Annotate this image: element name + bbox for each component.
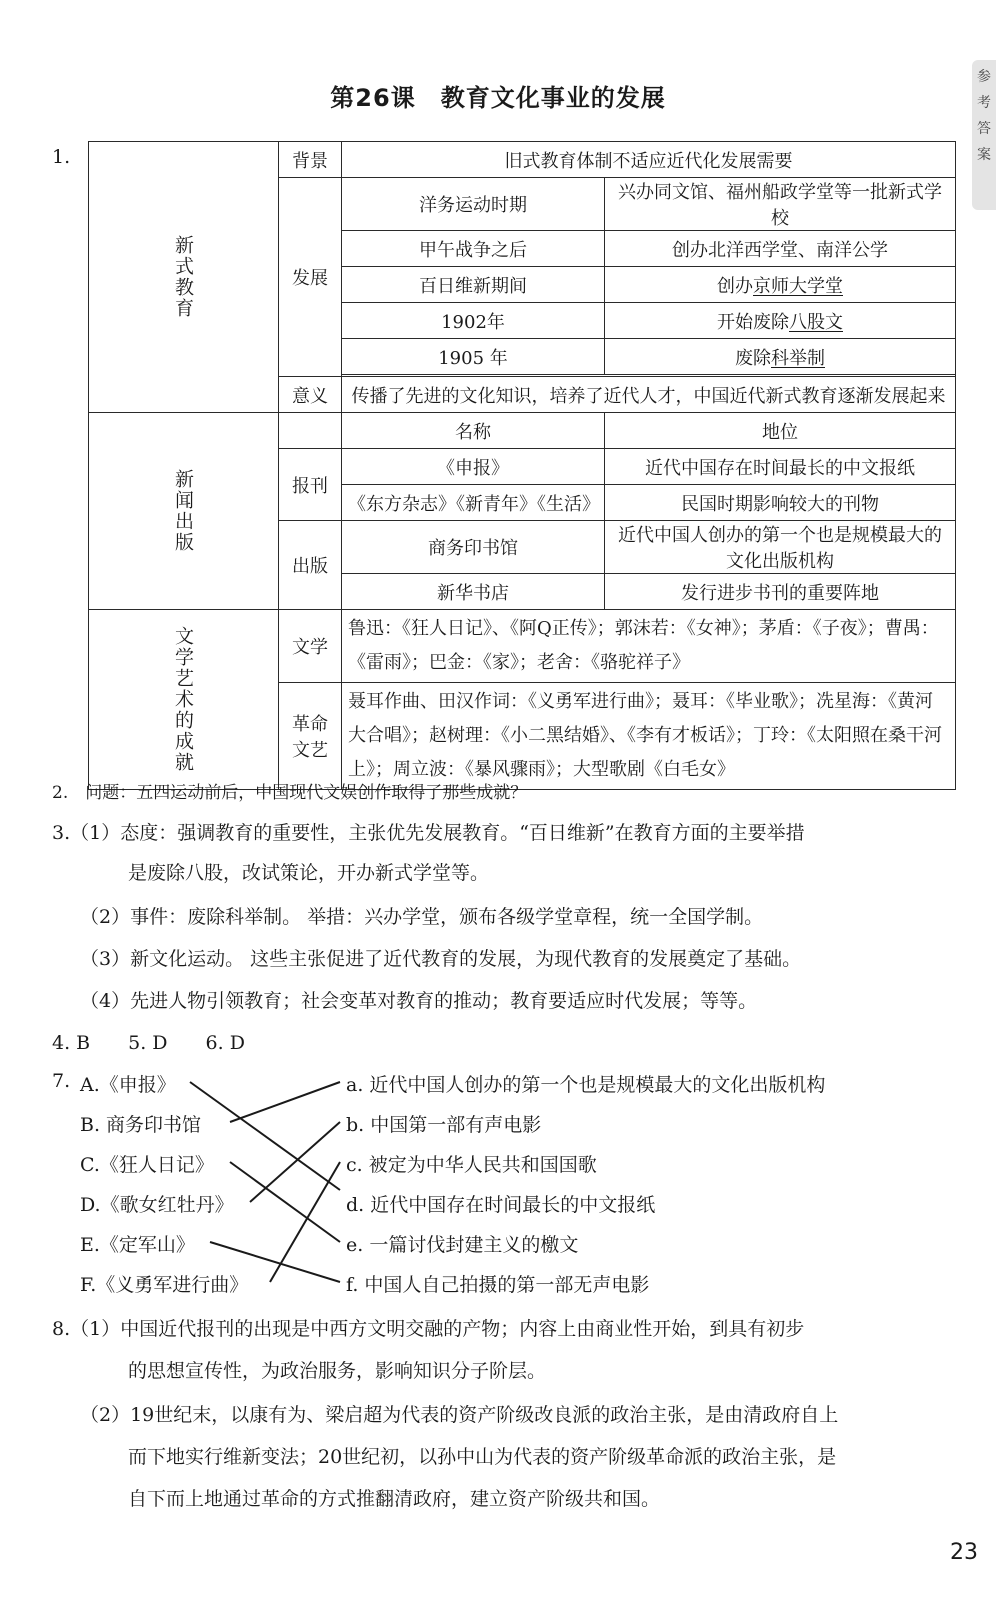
cell-status: 近代中国人创办的第一个也是规模最大的文化出版机构 [605, 521, 956, 574]
content-text: 开始废除 [717, 311, 789, 333]
match-left-item: A.《申报》 [80, 1074, 176, 1096]
q3-line: 是废除八股，改试策论，开办新式学堂等。 [128, 862, 490, 884]
cell-period: 1902年 [342, 303, 605, 339]
label-press: 报刊 [279, 449, 342, 521]
match-line [210, 1242, 340, 1282]
match-line [270, 1162, 340, 1282]
match-left-item: D.《歌女红牡丹》 [80, 1194, 234, 1216]
q8-line: 8.（1）中国近代报刊的出现是中西方文明交融的产物；内容上由商业性开始，到具有初步 [52, 1318, 805, 1340]
cell-period: 甲午战争之后 [342, 231, 605, 267]
match-left-item: B. 商务印书馆 [80, 1114, 202, 1136]
match-right-item: d. 近代中国存在时间最长的中文报纸 [346, 1194, 656, 1216]
cell-name: 商务印书馆 [342, 521, 605, 574]
q3-line: （3）新文化运动。 这些主张促进了近代教育的发展，为现代教育的发展奠定了基础。 [80, 948, 802, 970]
cell-significance: 传播了先进的文化知识，培养了近代人才，中国近代新式教育逐渐发展起来 [342, 377, 956, 413]
label-publishing: 出版 [279, 521, 342, 610]
label-background: 背景 [279, 142, 342, 178]
side-tab-char: 答 [977, 121, 991, 137]
question-2: 2. 问题：五四运动前后，中国现代文娱创作取得了那些成就？ [52, 783, 528, 803]
q8-line: 的思想宣传性，为政治服务，影响知识分子阶层。 [128, 1360, 547, 1382]
content-text: 废除 [735, 347, 771, 369]
match-right-item: f. 中国人自己拍摄的第一部无声电影 [346, 1274, 650, 1296]
question-4-6: 4. B 5. D 6. D [52, 1032, 245, 1054]
cell-period: 洋务运动时期 [342, 178, 605, 231]
content-underline: 八股文 [789, 311, 843, 333]
side-tab-char: 参 [977, 69, 991, 85]
cell-status: 发行进步书刊的重要阵地 [605, 574, 956, 610]
match-left-item: C.《狂人日记》 [80, 1154, 214, 1176]
content-underline: 科举制 [771, 347, 825, 369]
question-number: 7. [52, 1070, 71, 1092]
match-right-item: a. 近代中国人创办的第一个也是规模最大的文化出版机构 [346, 1074, 826, 1096]
match-right-item: b. 中国第一部有声电影 [346, 1114, 542, 1136]
col-header-name: 名称 [342, 413, 605, 449]
cell-content: 兴办同文馆、福州船政学堂等一批新式学校 [605, 178, 956, 231]
cell-name: 《东方杂志》《新青年》《生活》 [342, 485, 605, 521]
side-tab-char: 案 [977, 147, 991, 163]
cell-revolutionary-art: 聂耳作曲、田汉作词：《义勇军进行曲》；聂耳：《毕业歌》；冼星海：《黄河大合唱》；赵树理：《小二黑结婚》、《李有才板话》；丁玲：《太阳照在桑干河上》；周立波：《暴风骤雨》；大型歌剧《白毛女》 [342, 683, 956, 790]
cell-period: 百日维新期间 [342, 267, 605, 303]
match-left-item: F.《义勇军进行曲》 [80, 1274, 249, 1296]
cell-background: 旧式教育体制不适应近代化发展需要 [342, 142, 956, 178]
q8-line: （2）19世纪末，以康有为、梁启超为代表的资产阶级改良派的政治主张，是由清政府自上 [80, 1404, 839, 1426]
label-significance: 意义 [279, 377, 342, 413]
question-number: 1. [52, 146, 71, 168]
cell-status: 民国时期影响较大的刊物 [605, 485, 956, 521]
cell-name: 新华书店 [342, 574, 605, 610]
match-line [230, 1082, 340, 1122]
content-underline: 京师大学堂 [753, 275, 843, 297]
cell-content: 创办北洋西学堂、南洋公学 [605, 231, 956, 267]
match-line [190, 1082, 340, 1190]
q8-line: 自下而上地通过革命的方式推翻清政府，建立资产阶级共和国。 [128, 1488, 661, 1510]
section-art: 文学艺术的成就 [89, 610, 279, 790]
content-text: 创办 [717, 275, 753, 297]
q3-line: （4）先进人物引领教育；社会变革对教育的推动；教育要适应时代发展；等等。 [80, 990, 758, 1012]
cell-period: 1905 年 [342, 339, 605, 375]
q3-line: 3.（1）态度：强调教育的重要性，主张优先发展教育。“百日维新”在教育方面的主要举措 [52, 822, 805, 844]
match-line [230, 1162, 340, 1242]
label-revolutionary-art: 革命文艺 [279, 683, 342, 790]
match-right-item: c. 被定为中华人民共和国国歌 [346, 1154, 597, 1176]
page-title: 第26课 教育文化事业的发展 [330, 84, 666, 112]
q3-line: （2）事件：废除科举制。 举措：兴办学堂，颁布各级学堂章程，统一全国学制。 [80, 906, 764, 928]
q8-line: 而下地实行维新变法；20世纪初，以孙中山为代表的资产阶级革命派的政治主张，是 [128, 1446, 837, 1468]
label-literature: 文学 [279, 610, 342, 683]
cell-literature: 鲁迅：《狂人日记》、《阿Q正传》；郭沫若：《女神》；茅盾：《子夜》；曹禺：《雷雨》；巴金：《家》；老舍：《骆驼祥子》 [342, 610, 956, 683]
cell-name: 《申报》 [342, 449, 605, 485]
section-edu: 新式教育 [89, 142, 279, 413]
page-number: 23 [950, 1540, 978, 1565]
label-development: 发展 [279, 178, 342, 377]
col-header-status: 地位 [605, 413, 956, 449]
match-right-item: e. 一篇讨伐封建主义的檄文 [346, 1234, 579, 1256]
cell-status: 近代中国存在时间最长的中文报纸 [605, 449, 956, 485]
match-left-item: E.《定军山》 [80, 1234, 195, 1256]
side-tab-char: 考 [977, 95, 991, 111]
section-news: 新闻出版 [89, 413, 279, 610]
